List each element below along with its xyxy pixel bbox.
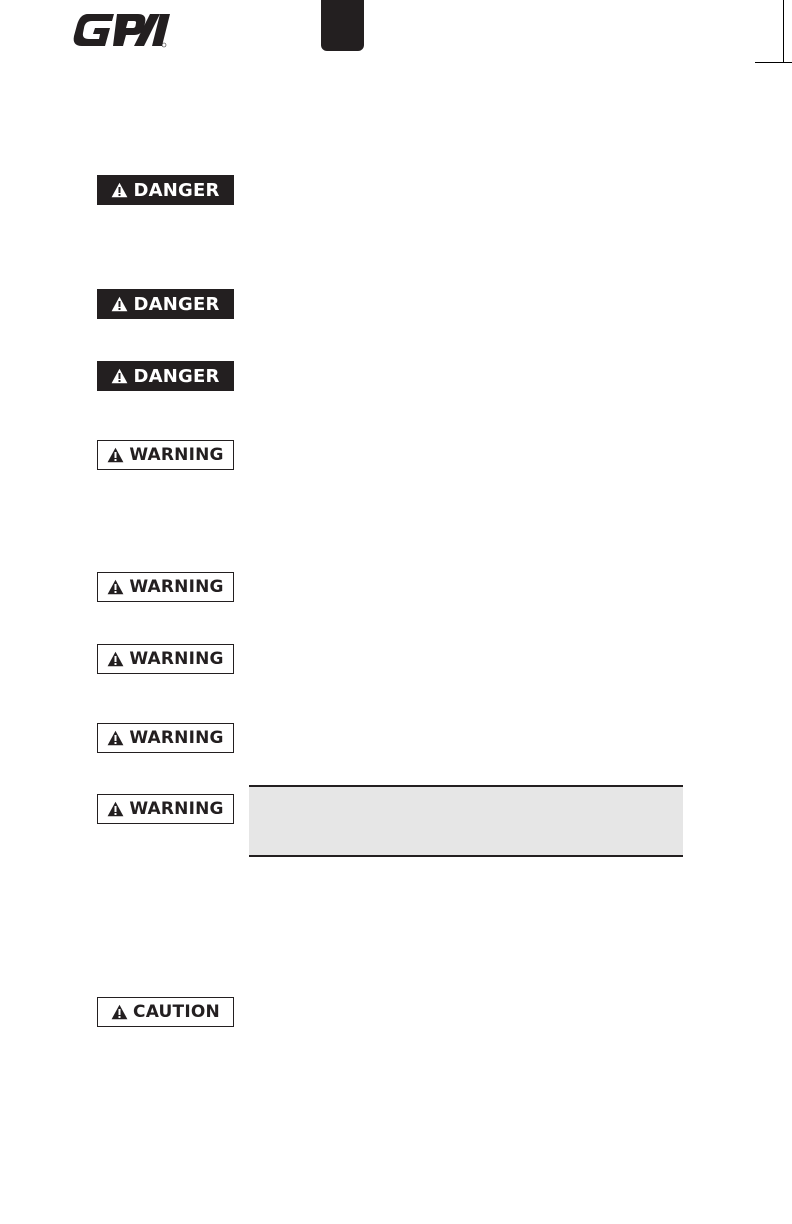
gpi-logo xyxy=(72,12,174,48)
warning-triangle-icon xyxy=(107,801,124,817)
chapter-tab xyxy=(321,0,364,51)
warning-label-text: WARNING xyxy=(129,728,224,748)
note-box xyxy=(249,785,683,857)
warning-triangle-icon xyxy=(107,651,124,667)
warning-label xyxy=(97,644,234,674)
warning-label-text: WARNING xyxy=(129,799,224,819)
warning-label xyxy=(97,572,234,602)
caution-label-text: CAUTION xyxy=(133,1002,220,1022)
danger-label xyxy=(97,175,234,205)
warning-label xyxy=(97,794,234,824)
danger-label-text: DANGER xyxy=(133,179,220,201)
warning-triangle-icon xyxy=(107,447,124,463)
danger-label-text: DANGER xyxy=(133,365,220,387)
danger-label xyxy=(97,361,234,391)
warning-triangle-icon xyxy=(111,1004,128,1020)
caution-label xyxy=(97,997,234,1027)
crop-mark-horizontal xyxy=(755,62,792,63)
danger-label-text: DANGER xyxy=(133,293,220,315)
warning-label-text: WARNING xyxy=(129,649,224,669)
crop-mark-vertical xyxy=(783,0,784,62)
warning-triangle-icon xyxy=(111,296,128,312)
warning-triangle-icon xyxy=(111,368,128,384)
warning-triangle-icon xyxy=(107,579,124,595)
warning-triangle-icon xyxy=(111,182,128,198)
warning-label-text: WARNING xyxy=(129,445,224,465)
warning-label xyxy=(97,723,234,753)
warning-triangle-icon xyxy=(107,730,124,746)
danger-label xyxy=(97,289,234,319)
warning-label xyxy=(97,440,234,470)
warning-label-text: WARNING xyxy=(129,577,224,597)
